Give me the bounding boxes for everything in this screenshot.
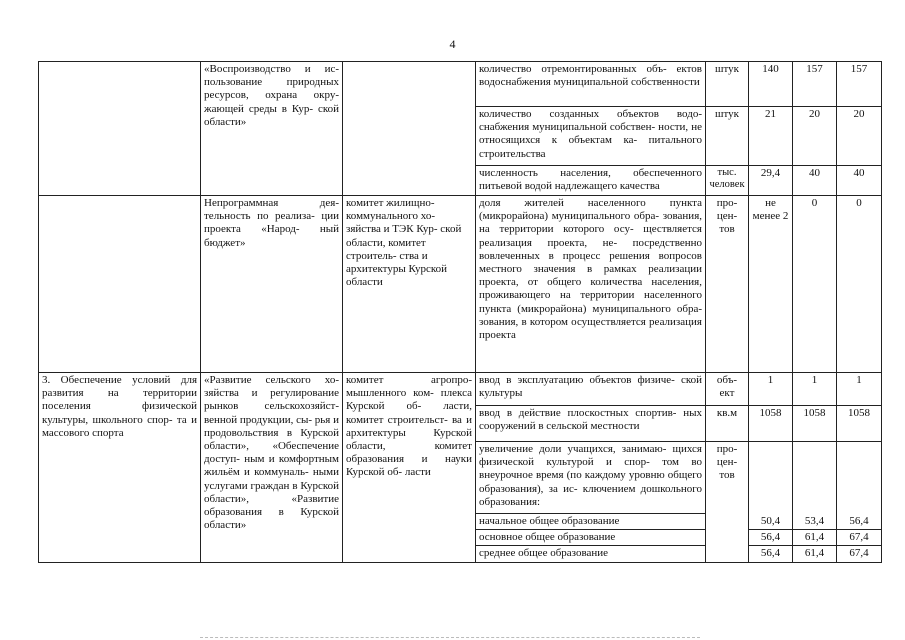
table-row — [39, 62, 882, 107]
goal-cell: 3. Обеспечение условий для развития на территории поселения физической культуры, школьного спор- та и массового спорта — [39, 373, 201, 563]
value-cell-empty — [793, 442, 837, 514]
value-cell-3: 157 — [837, 62, 882, 107]
value-cell-1: 1 — [749, 373, 793, 406]
value-cell-3: 20 — [837, 107, 882, 166]
unit-cell: про- цен- тов — [706, 442, 749, 563]
value-cell-1: 1058 — [749, 406, 793, 442]
unit-cell: штук — [706, 107, 749, 166]
value-cell-1: 29,4 — [749, 166, 793, 196]
indicator-cell: ввод в действие плоскостных спортив- ных сооружений в сельской местности — [476, 406, 706, 442]
value-cell-2: 61,4 — [793, 546, 837, 562]
unit-cell: тыс. человек — [706, 166, 749, 196]
value-cell-1: не менее 2 — [749, 196, 793, 373]
program-cell: «Воспроизводство и ис- пользование природных ресурсов, охрана окру- жающей среды в Кур- ской области» — [201, 62, 343, 196]
unit-cell: кв.м — [706, 406, 749, 442]
table-row — [39, 373, 882, 406]
unit-cell: штук — [706, 62, 749, 107]
indicators-table — [38, 61, 882, 563]
goal-cell-empty — [39, 196, 201, 373]
value-cell-1: 56,4 — [749, 530, 793, 546]
indicator-cell: увеличение доли учащихся, занимаю- щихся физической культурой и спор- том во внеурочное время (по каждому уровню общего образования), за ис- ключением дошкольного образования: — [476, 442, 706, 514]
value-cell-2: 53,4 — [793, 514, 837, 530]
goal-cell-empty — [39, 62, 201, 196]
value-cell-2: 0 — [793, 196, 837, 373]
table-row — [39, 196, 882, 373]
indicator-cell: количество созданных объектов водо- снабжения муниципальной собствен- ности, не относящихся к объектам ка- питального строительства — [476, 107, 706, 166]
value-cell-3: 67,4 — [837, 530, 882, 546]
value-cell-2: 40 — [793, 166, 837, 196]
executor-cell-empty — [343, 62, 476, 196]
value-cell-3: 56,4 — [837, 514, 882, 530]
indicator-cell: численность населения, обеспеченного питьевой водой надлежащего качества — [476, 166, 706, 196]
unit-cell: про- цен- тов — [706, 196, 749, 373]
indicator-cell: ввод в эксплуатацию объектов физиче- ской культуры — [476, 373, 706, 406]
value-cell-2: 157 — [793, 62, 837, 107]
indicator-cell: количество отремонтированных объ- ектов водоснабжения муниципальной собственности — [476, 62, 706, 107]
value-cell-1: 50,4 — [749, 514, 793, 530]
page-number: 4 — [449, 37, 456, 51]
executor-cell: комитет агропро- мышленного ком- плекса Курской об- ласти, комитет строительст- ва и архитектуры Курской области, комитет образования и науки Курской об- ласти — [343, 373, 476, 563]
value-cell-2: 20 — [793, 107, 837, 166]
value-cell-1: 21 — [749, 107, 793, 166]
level-name-cell: среднее общее образование — [476, 546, 706, 562]
level-name-cell: начальное общее образование — [476, 514, 706, 530]
program-cell: Непрограммная дея- тельность по реализа- ции проекта «Народ- ный бюджет» — [201, 196, 343, 373]
value-cell-2: 61,4 — [793, 530, 837, 546]
value-cell-3: 0 — [837, 196, 882, 373]
value-cell-3: 1058 — [837, 406, 882, 442]
program-cell: «Развитие сельского хо- зяйства и регулирование рынков сельскохозяйст- венной продукции, сы- рья и продовольствия в Курской области», «Обеспечение доступ- ным и комфортным жильём и коммуналь- ными услугами граждан в Курской области», «Развитие образования в Курской области» — [201, 373, 343, 563]
value-cell-1: 56,4 — [749, 546, 793, 562]
value-cell-2: 1 — [793, 373, 837, 406]
value-cell-empty — [749, 442, 793, 514]
indicator-cell: доля жителей населенного пункта (микрорайона) муниципального обра- зования, на территории которого осу- ществляется реализация проекта, не- посредственно вовлеченных в процесс решения вопросов местного значения в рамках реализации проекта, от общего количества населения, проживающего на территории населенного пункта (микрорайона) муниципального обра- зования, в котором осуществляется реализация проекта — [476, 196, 706, 373]
value-cell-2: 1058 — [793, 406, 837, 442]
unit-cell: объ- ект — [706, 373, 749, 406]
value-cell-1: 140 — [749, 62, 793, 107]
value-cell-3: 1 — [837, 373, 882, 406]
value-cell-3: 67,4 — [837, 546, 882, 562]
executor-cell: комитет жилищно- коммунального хо- зяйства и ТЭК Кур- ской области, комитет строитель- ства и архитектуры Курской области — [343, 196, 476, 373]
value-cell-3: 40 — [837, 166, 882, 196]
footer-divider — [200, 637, 700, 638]
value-cell-empty — [837, 442, 882, 514]
level-name-cell: основное общее образование — [476, 530, 706, 546]
